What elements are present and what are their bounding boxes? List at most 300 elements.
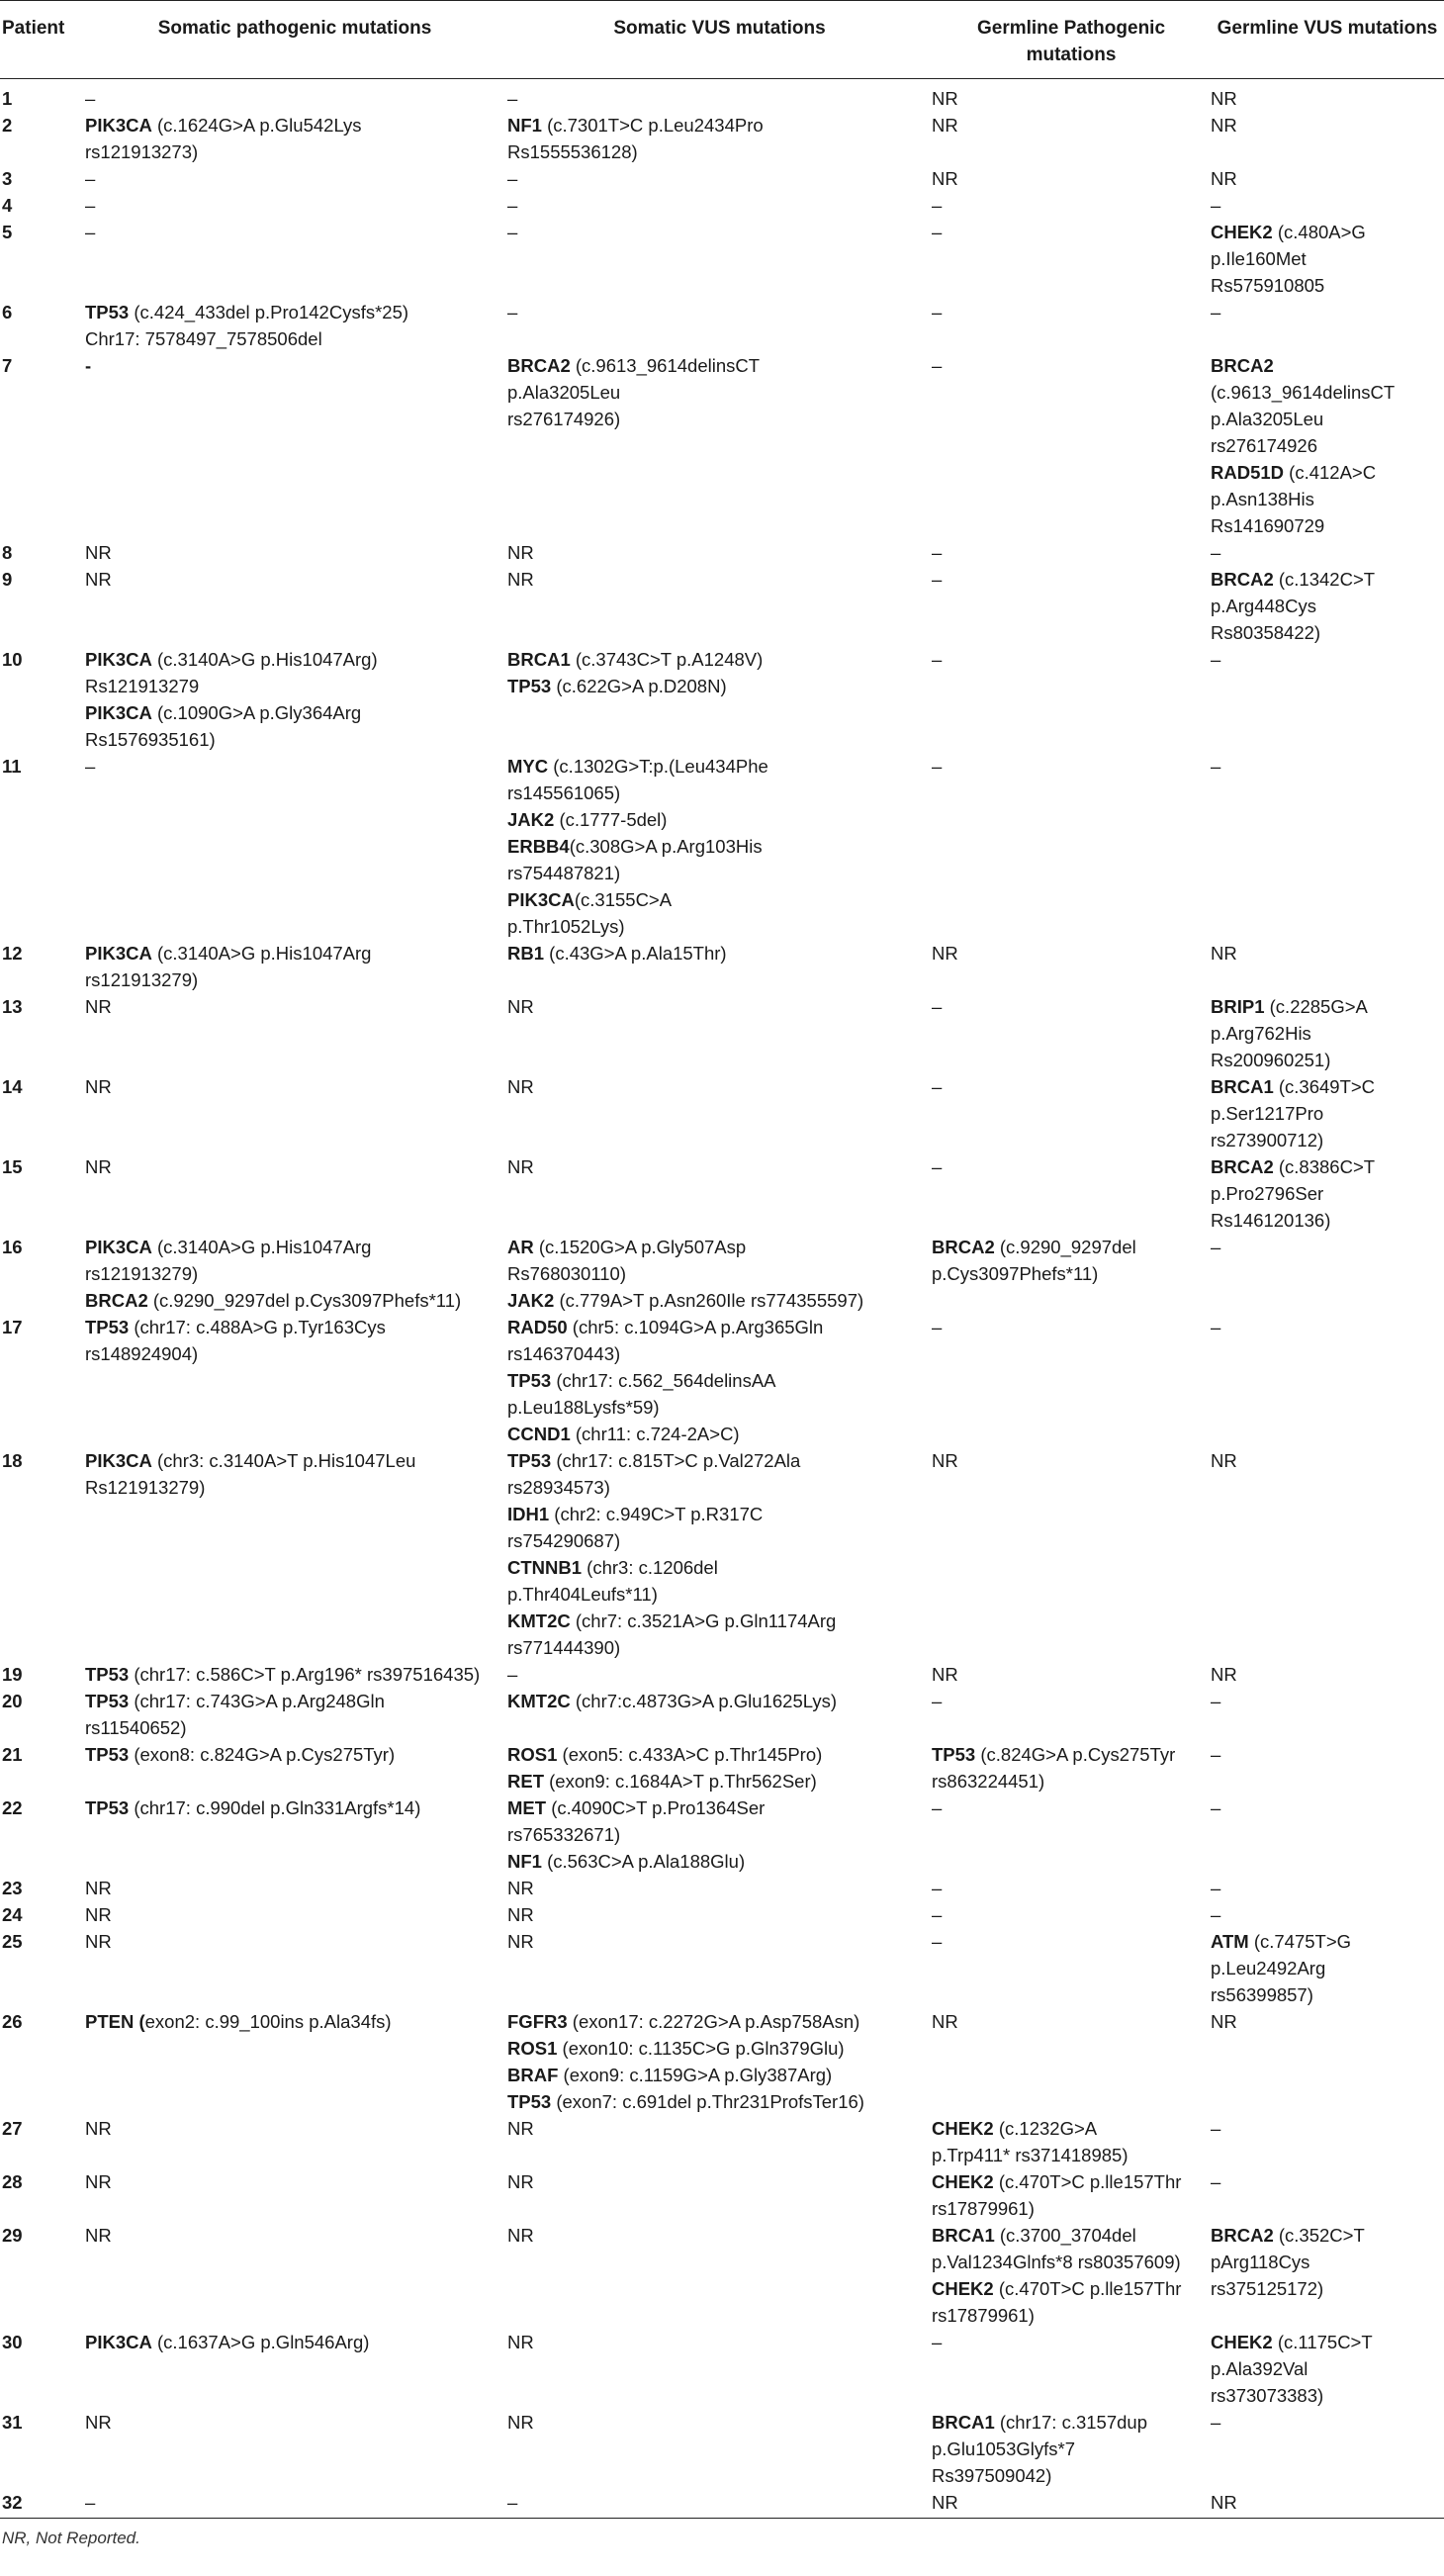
mutation-detail: (c.3743C>T p.A1248V) [570, 649, 764, 670]
somatic-vus-cell [507, 2489, 932, 2519]
germline-pathogenic-cell [932, 1447, 1211, 1661]
mutation-entry [507, 165, 932, 192]
mutation-entry [932, 219, 1211, 245]
mutation-detail: NR [507, 1878, 534, 1898]
mutation-entry [1211, 299, 1444, 325]
patient-id: 15 [2, 1156, 23, 1177]
mutation-entry [85, 1928, 507, 1955]
mutation-entry [507, 1608, 932, 1661]
mutation-detail: NR [85, 2225, 112, 2246]
mutation-detail: NR [85, 1904, 112, 1925]
somatic-vus-cell [507, 352, 932, 539]
somatic-pathogenic-cell [82, 165, 507, 192]
mutation-entry [85, 112, 507, 165]
somatic-vus-cell [507, 1234, 932, 1314]
patient-id: 17 [2, 1317, 23, 1337]
germline-pathogenic-cell [932, 1928, 1211, 2008]
mutation-detail: (c.9290_9297del p.Cys3097Phefs*11) [932, 1237, 1136, 1284]
mutation-detail: (c.4090C>T p.Pro1364Ser rs765332671) [507, 1797, 766, 1845]
germline-vus-cell [1211, 219, 1444, 299]
mutation-entry [1211, 1794, 1444, 1821]
mutation-detail: NR [932, 115, 958, 136]
mutation-detail: NR [507, 542, 534, 563]
gene-name: TP53 [85, 1691, 130, 1711]
mutation-detail: – [932, 649, 943, 670]
mutation-entry [507, 833, 932, 886]
mutation-entry [507, 1688, 932, 1714]
mutation-detail: NR [932, 1450, 958, 1471]
gene-name: BRCA2 [1211, 569, 1274, 590]
mutation-entry [932, 2008, 1211, 2035]
gene-name: RB1 [507, 943, 545, 964]
mutation-detail: – [85, 168, 96, 189]
mutation-detail: – [1211, 2412, 1221, 2433]
mutation-entry [507, 673, 932, 699]
mutation-detail: – [1211, 1904, 1221, 1925]
mutation-detail: (chr17: c.562_564delinsAA p.Leu188Lysfs*59) [507, 1370, 776, 1418]
mutation-entry [507, 352, 932, 432]
mutation-detail: (chr17: c.3157dup p.Glu1053Glyfs*7 Rs397509042) [932, 2412, 1148, 2486]
germline-pathogenic-cell [932, 1234, 1211, 1314]
mutation-entry [85, 1073, 507, 1100]
mutation-entry [507, 2035, 932, 2062]
mutation-detail: (c.1302G>T:p.(Leu434Phe rs145561065) [507, 756, 768, 803]
mutation-detail: – [85, 222, 96, 242]
patient-id: 31 [2, 2412, 23, 2433]
gene-name: CHEK2 [932, 2171, 994, 2192]
gene-name: PIK3CA [85, 649, 152, 670]
mutation-entry [507, 2115, 932, 2142]
table-row [0, 2115, 1444, 2168]
mutation-entry [85, 352, 507, 379]
mutation-entry [932, 1794, 1211, 1821]
somatic-vus-cell [507, 2168, 932, 2222]
mutation-entry [507, 646, 932, 673]
mutation-entry [932, 753, 1211, 780]
gene-name: NF1 [507, 115, 542, 136]
mutation-entry [85, 699, 507, 753]
table-row [0, 352, 1444, 539]
mutation-detail: (c.412A>C p.Asn138His Rs141690729 [1211, 462, 1377, 536]
mutation-detail: (c.3700_3704del p.Val1234Glnfs*8 rs80357609) [932, 2225, 1181, 2272]
mutation-entry [932, 352, 1211, 379]
gene-name: TP53 [85, 1797, 130, 1818]
mutation-entry [85, 1688, 507, 1741]
mutation-entry [1211, 112, 1444, 138]
gene-name: PIK3CA [85, 702, 152, 723]
somatic-vus-cell [507, 1447, 932, 1661]
gene-name: PTEN ( [85, 2011, 145, 2032]
gene-name: BRCA1 [932, 2225, 995, 2246]
mutation-entry [507, 2329, 932, 2355]
gene-name: MYC [507, 756, 549, 777]
germline-pathogenic-cell [932, 2222, 1211, 2329]
patient-id: 23 [2, 1878, 23, 1898]
table-row [0, 2409, 1444, 2489]
patient-id: 30 [2, 2332, 23, 2352]
gene-name: ATM [1211, 1931, 1249, 1952]
mutation-entry [1211, 1688, 1444, 1714]
germline-pathogenic-cell [932, 1875, 1211, 1901]
mutation-entry [1211, 1153, 1444, 1234]
mutation-entry [507, 1421, 932, 1447]
gene-name: JAK2 [507, 809, 555, 830]
germline-pathogenic-cell [932, 2329, 1211, 2409]
mutation-detail: NR [507, 1904, 534, 1925]
patient-id: 27 [2, 2118, 23, 2139]
gene-name: BRIP1 [1211, 996, 1265, 1017]
mutation-detail: – [1211, 2171, 1221, 2192]
mutation-detail: – [932, 2332, 943, 2352]
mutation-detail: – [1211, 756, 1221, 777]
mutation-detail: NR [85, 1156, 112, 1177]
mutation-detail: (c.1090G>A p.Gly364Arg Rs1576935161) [85, 702, 362, 750]
mutation-detail: NR [932, 2492, 958, 2513]
mutation-entry [85, 165, 507, 192]
mutation-entry [507, 1901, 932, 1928]
mutation-detail: – [85, 88, 96, 109]
mutation-entry [85, 1741, 507, 1768]
germline-pathogenic-cell [932, 1901, 1211, 1928]
patient-id: 25 [2, 1931, 23, 1952]
somatic-vus-cell [507, 1741, 932, 1794]
mutation-detail: NR [507, 1076, 534, 1097]
mutation-entry [507, 2168, 932, 2195]
mutation-detail: (chr5: c.1094G>A p.Arg365Gln rs146370443) [507, 1317, 824, 1364]
mutation-entry [507, 753, 932, 806]
table-row [0, 1794, 1444, 1875]
mutation-entry [507, 539, 932, 566]
gene-name: PIK3CA [85, 943, 152, 964]
germline-pathogenic-cell [932, 79, 1211, 113]
mutation-entry [507, 85, 932, 112]
somatic-vus-cell [507, 2222, 932, 2329]
mutation-detail: NR [85, 1076, 112, 1097]
somatic-pathogenic-cell [82, 1314, 507, 1447]
header-row [0, 1, 1444, 79]
mutation-detail: NR [932, 2011, 958, 2032]
mutation-entry [932, 2329, 1211, 2355]
mutation-detail: (chr17: c.990del p.Gln331Argfs*14) [129, 1797, 421, 1818]
mutation-entry [507, 1314, 932, 1367]
gene-name: KMT2C [507, 1610, 571, 1631]
somatic-pathogenic-cell [82, 112, 507, 165]
mutation-entry [85, 2115, 507, 2142]
patient-id: 7 [2, 355, 13, 376]
somatic-vus-cell [507, 1688, 932, 1741]
mutation-detail: NR [1211, 115, 1237, 136]
germline-pathogenic-cell [932, 165, 1211, 192]
germline-pathogenic-cell [932, 192, 1211, 219]
patient-id: 19 [2, 1664, 23, 1685]
gene-name: - [85, 355, 92, 376]
mutation-entry [507, 1447, 932, 1501]
somatic-pathogenic-cell [82, 1875, 507, 1901]
mutation-detail: – [507, 302, 518, 322]
mutation-detail: – [932, 1931, 943, 1952]
mutation-detail: – [1211, 1744, 1221, 1765]
gene-name: FGFR3 [507, 2011, 568, 2032]
mutation-entry [932, 1661, 1211, 1688]
mutation-detail: – [1211, 1317, 1221, 1337]
germline-vus-cell [1211, 2168, 1444, 2222]
gene-name: TP53 [85, 1664, 130, 1685]
germline-vus-cell [1211, 1688, 1444, 1741]
mutation-entry [1211, 2489, 1444, 2516]
mutation-detail: NR [1211, 2011, 1237, 2032]
germline-pathogenic-cell [932, 1153, 1211, 1234]
mutation-entry [1211, 2115, 1444, 2142]
gene-name: BRAF [507, 2065, 559, 2085]
germline-vus-cell [1211, 192, 1444, 219]
footnote: NR, Not Reported. [2, 2529, 140, 2547]
patient-id: 3 [2, 168, 13, 189]
somatic-vus-cell [507, 940, 932, 993]
somatic-pathogenic-cell [82, 1901, 507, 1928]
mutation-entry [932, 2168, 1211, 2222]
germline-vus-cell [1211, 566, 1444, 646]
mutation-entry [85, 1314, 507, 1367]
table-row [0, 1741, 1444, 1794]
mutation-detail: – [932, 1156, 943, 1177]
table-row [0, 1661, 1444, 1688]
gene-name: BRCA1 [1211, 1076, 1274, 1097]
germline-pathogenic-cell [932, 2409, 1211, 2489]
somatic-vus-cell [507, 2329, 932, 2409]
germline-vus-cell [1211, 1794, 1444, 1875]
germline-vus-cell [1211, 1314, 1444, 1447]
somatic-pathogenic-cell [82, 1153, 507, 1234]
somatic-vus-cell [507, 1875, 932, 1901]
mutation-detail: NR [1211, 2492, 1237, 2513]
somatic-pathogenic-cell [82, 1073, 507, 1153]
gene-name: BRCA1 [932, 2412, 995, 2433]
mutation-entry [932, 993, 1211, 1020]
somatic-pathogenic-cell [82, 993, 507, 1073]
mutation-detail: (c.470T>C p.lle157Thr rs17879961) [932, 2278, 1182, 2326]
germline-pathogenic-cell [932, 940, 1211, 993]
mutation-detail: – [1211, 649, 1221, 670]
mutation-detail: – [85, 2492, 96, 2513]
somatic-pathogenic-cell [82, 192, 507, 219]
somatic-vus-cell [507, 219, 932, 299]
mutation-entry [932, 165, 1211, 192]
mutation-entry [1211, 85, 1444, 112]
gene-name: BRCA2 [507, 355, 571, 376]
mutation-detail: (c.9613_9614delinsCT p.Ala3205Leu rs276174926 [1211, 382, 1396, 456]
mutation-detail: NR [85, 1931, 112, 1952]
table-row [0, 1073, 1444, 1153]
germline-pathogenic-cell [932, 1741, 1211, 1794]
mutation-detail: (exon10: c.1135C>G p.Gln379Glu) [557, 2038, 845, 2059]
mutation-entry [932, 299, 1211, 325]
mutation-detail: (c.1777-5del) [554, 809, 668, 830]
table-row [0, 219, 1444, 299]
gene-name: TP53 [507, 1450, 552, 1471]
mutation-entry [507, 2088, 932, 2115]
gene-name: PIK3CA [85, 1450, 152, 1471]
patient-id: 29 [2, 2225, 23, 2246]
mutation-entry [932, 112, 1211, 138]
mutation-detail: NR [507, 2171, 534, 2192]
mutation-entry [1211, 192, 1444, 219]
gene-name: TP53 [85, 302, 130, 322]
germline-vus-cell [1211, 1901, 1444, 1928]
mutation-entry [1211, 1447, 1444, 1474]
mutation-detail: – [932, 195, 943, 216]
gene-name: IDH1 [507, 1504, 550, 1524]
mutation-detail: (chr3: c.1206del p.Thr404Leufs*11) [507, 1557, 718, 1605]
mutation-detail: (chr17: c.815T>C p.Val272Ala rs28934573) [507, 1450, 801, 1498]
mutation-detail: NR [507, 2225, 534, 2246]
mutation-detail: – [1211, 195, 1221, 216]
germline-vus-cell [1211, 2329, 1444, 2409]
mutation-entry [932, 85, 1211, 112]
mutation-detail: – [932, 1076, 943, 1097]
germline-vus-cell [1211, 1447, 1444, 1661]
somatic-vus-cell [507, 566, 932, 646]
germline-pathogenic-cell [932, 299, 1211, 352]
germline-vus-cell [1211, 646, 1444, 753]
patient-id: 5 [2, 222, 13, 242]
mutation-entry [85, 85, 507, 112]
somatic-pathogenic-cell [82, 539, 507, 566]
somatic-vus-cell [507, 299, 932, 352]
table-row [0, 165, 1444, 192]
mutation-detail: – [932, 222, 943, 242]
mutation-entry [507, 1661, 932, 1688]
table-row [0, 2168, 1444, 2222]
gene-name: TP53 [507, 2091, 552, 2112]
mutation-detail: (c.3649T>C p.Ser1217Pro rs273900712) [1211, 1076, 1376, 1150]
mutation-detail: (exon9: c.1684A>T p.Thr562Ser) [544, 1771, 817, 1792]
gene-name: JAK2 [507, 1290, 555, 1311]
mutation-entry [1211, 459, 1444, 539]
patient-id: 12 [2, 943, 23, 964]
germline-pathogenic-cell [932, 539, 1211, 566]
mutation-detail: (exon17: c.2272G>A p.Asp758Asn) [567, 2011, 860, 2032]
mutation-detail: (chr7: c.3521A>G p.Gln1174Arg rs771444390) [507, 1610, 837, 1658]
mutation-detail: – [1211, 1691, 1221, 1711]
mutation-detail: NR [507, 2118, 534, 2139]
mutation-detail: NR [85, 1878, 112, 1898]
table-body [0, 79, 1444, 2519]
mutation-detail: – [1211, 302, 1221, 322]
table-row [0, 2008, 1444, 2115]
mutation-entry [85, 1901, 507, 1928]
mutation-entry [507, 2222, 932, 2249]
somatic-pathogenic-cell [82, 1447, 507, 1661]
gene-name: PIK3CA [85, 1237, 152, 1257]
mutation-entry [507, 1501, 932, 1554]
germline-vus-cell [1211, 2222, 1444, 2329]
header-germline-pathogenic: Germline Pathogenic mutations [932, 1, 1211, 79]
patient-id: 13 [2, 996, 23, 1017]
mutation-entry [1211, 1875, 1444, 1901]
table-row [0, 566, 1444, 646]
mutation-detail: NR [507, 1156, 534, 1177]
mutation-detail: (c.1637A>G p.Gln546Arg) [151, 2332, 370, 2352]
mutation-detail: (c.424_433del p.Pro142Cysfs*25) Chr17: 7578497_7578506del [85, 302, 409, 349]
germline-vus-cell [1211, 2008, 1444, 2115]
mutation-entry [507, 1875, 932, 1901]
mutation-detail: (c.9290_9297del p.Cys3097Phefs*11) [147, 1290, 462, 1311]
patient-id: 9 [2, 569, 13, 590]
germline-vus-cell [1211, 1741, 1444, 1794]
mutation-detail: – [932, 1797, 943, 1818]
mutation-entry [932, 1741, 1211, 1794]
mutation-entry [932, 2222, 1211, 2275]
germline-vus-cell [1211, 352, 1444, 539]
somatic-pathogenic-cell [82, 79, 507, 113]
mutation-entry [507, 299, 932, 325]
germline-vus-cell [1211, 1153, 1444, 1234]
mutation-entry [507, 2008, 932, 2035]
mutation-detail: (chr2: c.949C>T p.R317C rs754290687) [507, 1504, 764, 1551]
mutation-entry [1211, 2329, 1444, 2409]
mutation-entry [507, 2062, 932, 2088]
table-row [0, 1928, 1444, 2008]
mutation-entry [932, 1153, 1211, 1180]
patient-id: 26 [2, 2011, 23, 2032]
mutation-detail: (exon5: c.433A>C p.Thr145Pro) [557, 1744, 823, 1765]
gene-name: PIK3CA [507, 889, 575, 910]
mutation-detail: (c.7475T>G p.Leu2492Arg rs56399857) [1211, 1931, 1352, 2005]
mutation-entry [1211, 165, 1444, 192]
mutation-entry [507, 886, 932, 940]
mutation-detail: (exon8: c.824G>A p.Cys275Tyr) [129, 1744, 396, 1765]
mutation-entry [507, 1554, 932, 1608]
mutation-detail: NR [507, 2412, 534, 2433]
mutation-detail: – [932, 569, 943, 590]
mutation-entry [85, 299, 507, 352]
table-row [0, 940, 1444, 993]
patient-id: 10 [2, 649, 23, 670]
mutation-detail: – [1211, 542, 1221, 563]
mutation-entry [1211, 2222, 1444, 2302]
mutation-entry [1211, 1901, 1444, 1928]
mutation-detail: – [507, 1664, 518, 1685]
gene-name: CTNNB1 [507, 1557, 583, 1578]
mutation-detail: – [1211, 1237, 1221, 1257]
gene-name: ERBB4 [507, 836, 570, 857]
mutation-entry [1211, 1314, 1444, 1340]
gene-name: TP53 [507, 1370, 552, 1391]
patient-id: 8 [2, 542, 13, 563]
mutation-entry [932, 1928, 1211, 1955]
mutation-detail: (c.1232G>A p.Trp411* rs371418985) [932, 2118, 1128, 2165]
mutation-entry [932, 192, 1211, 219]
mutation-entry [507, 192, 932, 219]
mutation-detail: – [932, 302, 943, 322]
gene-name: PIK3CA [85, 2332, 152, 2352]
somatic-pathogenic-cell [82, 1688, 507, 1741]
germline-pathogenic-cell [932, 352, 1211, 539]
germline-pathogenic-cell [932, 1661, 1211, 1688]
somatic-pathogenic-cell [82, 1794, 507, 1875]
somatic-vus-cell [507, 993, 932, 1073]
mutation-entry [85, 219, 507, 245]
mutation-entry [85, 2329, 507, 2355]
somatic-vus-cell [507, 539, 932, 566]
germline-pathogenic-cell [932, 2115, 1211, 2168]
somatic-pathogenic-cell [82, 352, 507, 539]
somatic-pathogenic-cell [82, 1661, 507, 1688]
mutation-entry [932, 1875, 1211, 1901]
patient-id: 4 [2, 195, 13, 216]
mutation-detail: (c.352C>T pArg118Cys rs375125172) [1211, 2225, 1365, 2299]
mutation-entry [85, 753, 507, 780]
